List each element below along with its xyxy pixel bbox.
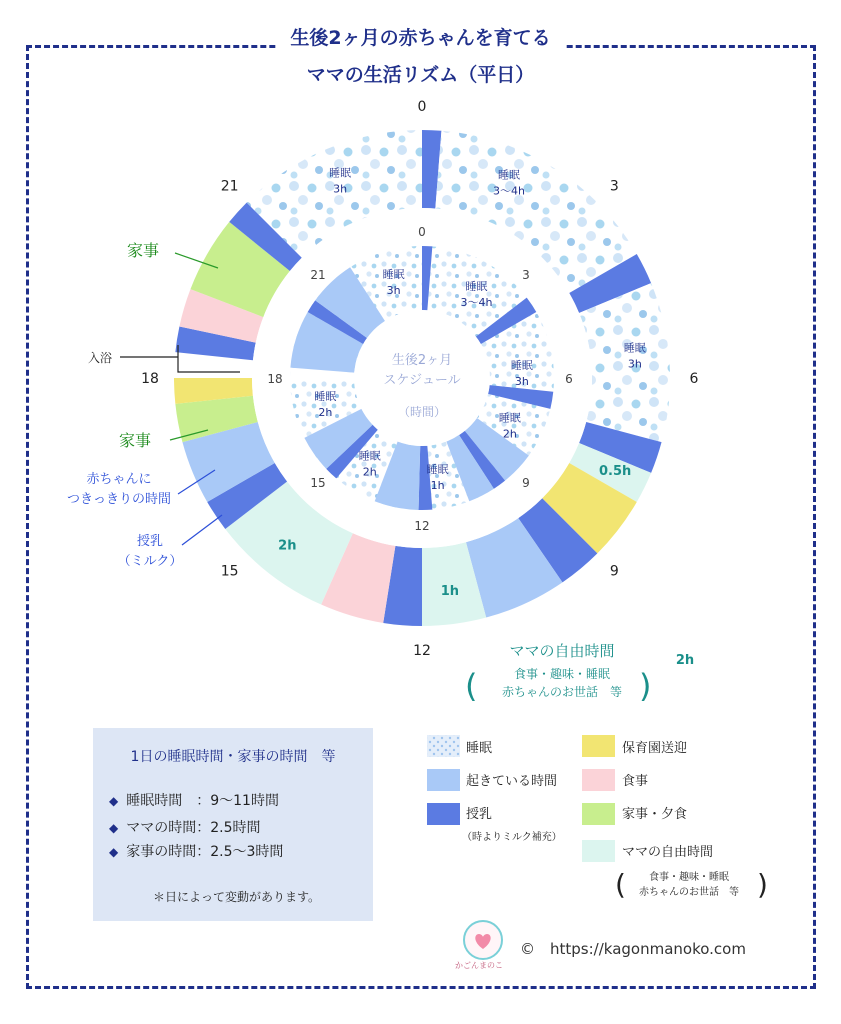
mama-free-hours: 2h — [278, 538, 297, 554]
mama-sleep-hours: 3h — [627, 357, 642, 371]
page-subtitle: ママの生活リズム（平日） — [0, 60, 841, 87]
baby-sleep-hours: 1h — [430, 478, 445, 492]
mama-hour-label: 0 — [417, 99, 427, 115]
baby-sleep-label: 睡眠 — [314, 389, 337, 403]
housework1-label: 家事 — [127, 241, 160, 260]
baby-hour-label: 15 — [310, 475, 326, 490]
free-time-2h: 2h — [675, 653, 695, 668]
legend-free-note2: 赤ちゃんのお世話 等 — [639, 887, 739, 898]
summary-box — [93, 728, 373, 921]
feeding-leader — [182, 515, 222, 545]
summary-row-sleep: ◆ 睡眠時間 ：9〜11時間 — [109, 793, 279, 809]
center-label-line2: スケジュール — [383, 373, 461, 388]
free-paren-close: ) — [639, 667, 652, 705]
summary-row-mama: ◆ ママの時間：2.5時間 — [109, 820, 261, 836]
legend-awake-swatch — [427, 769, 460, 791]
mama-sleep-hours: 3h — [333, 182, 348, 196]
free-time-detail2: 赤ちゃんのお世話 等 — [501, 685, 623, 699]
legend-sleep-swatch — [427, 735, 460, 757]
site-logo — [463, 920, 503, 960]
baby-hour-label: 21 — [310, 268, 326, 283]
baby-hour-label: 12 — [414, 519, 430, 533]
mama-free-hours: 1h — [440, 584, 460, 600]
baby-hour-label: 0 — [418, 225, 426, 239]
baby-sleep-label: 睡眠 — [426, 462, 449, 476]
bath-label: 入浴 — [88, 351, 113, 365]
baby-sleep-hours: 3〜4h — [460, 296, 493, 310]
baby-hour-label: 9 — [522, 475, 530, 490]
free-paren-open: ( — [465, 667, 478, 705]
baby-time-line1: 赤ちゃんに — [86, 472, 152, 487]
baby-sleep-label: 睡眠 — [358, 449, 381, 463]
baby-sleep-label: 睡眠 — [465, 280, 488, 294]
legend-free-label: ママの自由時間 — [622, 845, 714, 860]
legend-sleep-label: 睡眠 — [466, 741, 493, 756]
baby-sleep-label: 睡眠 — [510, 358, 533, 372]
mama-hour-label: 12 — [413, 643, 431, 659]
mama-hour-label: 18 — [141, 371, 159, 387]
feeding-line1: 授乳 — [136, 534, 164, 549]
legend-housework-label: 家事・夕食 — [622, 807, 688, 822]
legend-free-swatch — [582, 840, 615, 862]
summary-note: ＊日によって変動があります。 — [153, 890, 321, 904]
baby-sleep-hours: 2h — [318, 405, 333, 419]
legend-meal-label: 食事 — [622, 774, 649, 789]
feeding-line2: （ミルク） — [117, 554, 183, 569]
mama-hour-label: 15 — [220, 563, 239, 580]
copyright-link[interactable]: © https://kagonmanoko.com — [520, 940, 746, 958]
mama-hour-label: 9 — [609, 563, 619, 580]
mama-hour-label: 6 — [689, 371, 699, 387]
legend-feeding-note: （時よりミルク補充） — [462, 832, 562, 843]
mama-sleep-hours: 3〜4h — [493, 184, 526, 198]
center-label-unit: （時間） — [397, 405, 447, 419]
legend-free-note1: 食事・趣味・睡眠 — [649, 872, 729, 883]
baby-hour-label: 3 — [522, 268, 530, 283]
page-title: 生後2ヶ月の赤ちゃんを育てる — [0, 23, 841, 50]
free-time-detail1: 食事・趣味・睡眠 — [513, 667, 611, 681]
mama-sleep-label: 睡眠 — [498, 168, 521, 182]
baby-sleep-hours: 2h — [362, 465, 377, 479]
logo-text: かごんまのこ — [455, 961, 503, 970]
baby-sleep-label: 睡眠 — [382, 268, 405, 282]
baby-sleep-hours: 3h — [386, 284, 401, 298]
mama-free-hours: 0.5h — [599, 464, 632, 480]
mama-sleep-label: 睡眠 — [329, 166, 352, 180]
legend-paren-close: ) — [757, 868, 768, 901]
legend-awake-label: 起きている時間 — [466, 774, 558, 789]
baby-sleep-hours: 3h — [514, 374, 529, 388]
legend-housework-swatch — [582, 803, 615, 825]
baby-hour-label: 18 — [267, 372, 283, 386]
legend-feeding-swatch — [427, 803, 460, 825]
housework2-label: 家事 — [119, 431, 152, 450]
mama-hour-label: 21 — [220, 178, 239, 195]
legend-paren-open: ( — [615, 868, 626, 901]
center-label-line1: 生後2ヶ月 — [391, 353, 453, 368]
mama-sleep-label: 睡眠 — [623, 341, 646, 355]
summary-row-housework: ◆ 家事の時間：2.5〜3時間 — [109, 844, 284, 860]
mama-hour-label: 3 — [609, 178, 619, 195]
legend-feeding-label: 授乳 — [466, 807, 493, 822]
legend-nursery-swatch — [582, 735, 615, 757]
baby-sleep-hours: 2h — [502, 427, 517, 441]
baby-sleep-label: 睡眠 — [498, 411, 521, 425]
legend-meal-swatch — [582, 769, 615, 791]
summary-title: 1日の睡眠時間・家事の時間 等 — [130, 749, 336, 765]
logo-heart-icon — [465, 922, 501, 958]
baby-time-line2: つきっきりの時間 — [66, 492, 172, 507]
baby-hour-label: 6 — [565, 372, 573, 386]
free-time-title: ママの自由時間 — [509, 642, 615, 660]
legend-nursery-label: 保育園送迎 — [622, 741, 688, 756]
